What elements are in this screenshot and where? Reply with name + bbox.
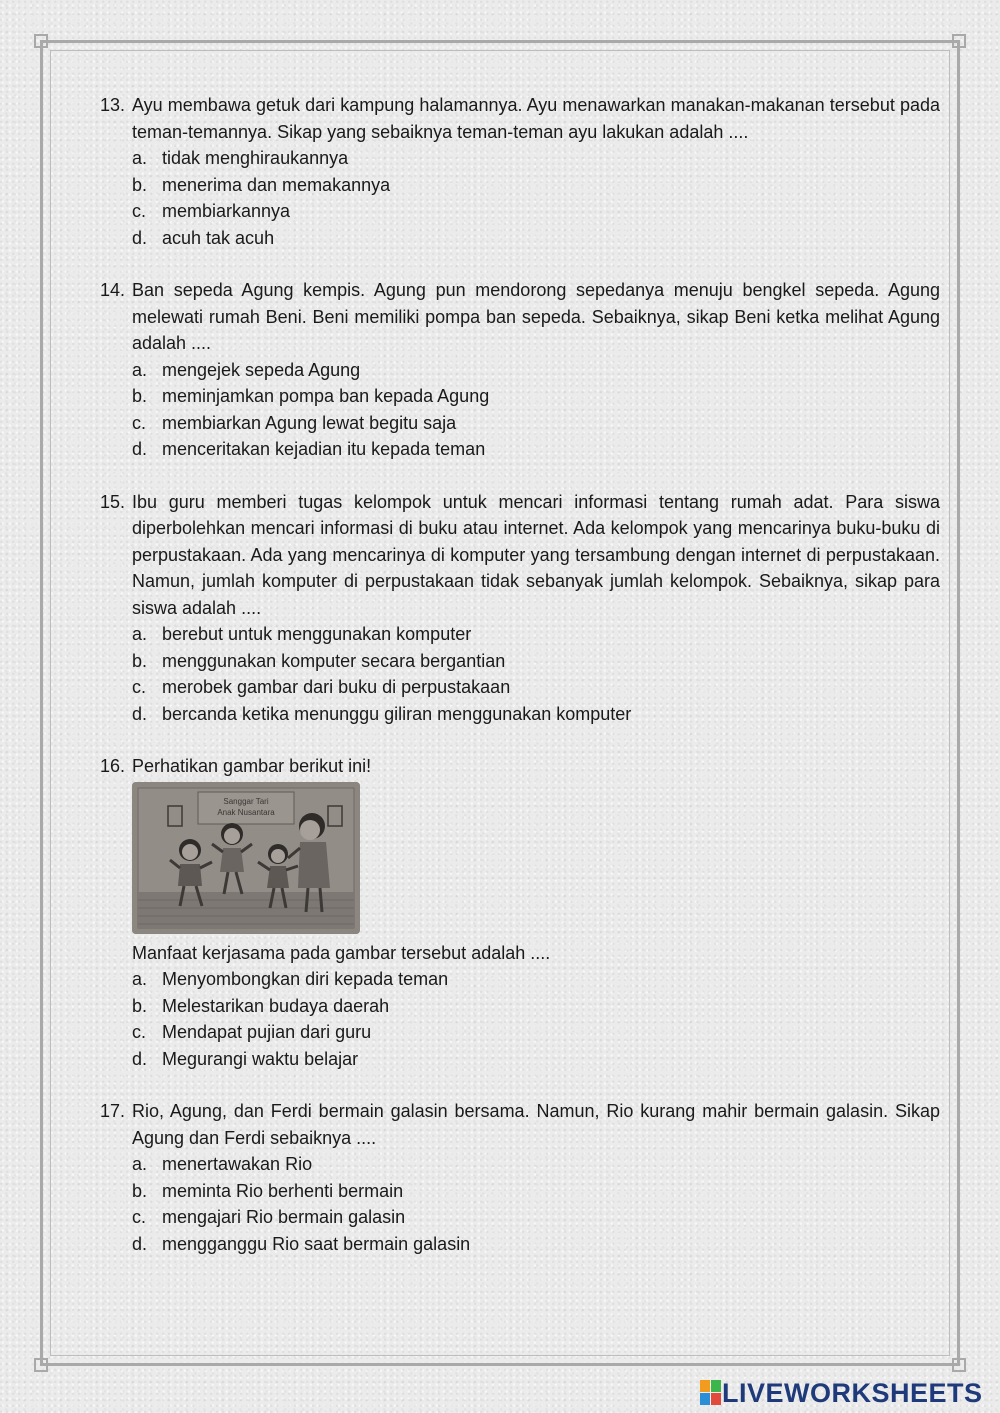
question-text-after-image: Manfaat kerjasama pada gambar tersebut adalah .... <box>132 942 551 963</box>
option-d[interactable] <box>132 1231 940 1258</box>
option-text: membiarkan Agung lewat begitu saja <box>162 412 457 433</box>
svg-text:Sanggar Tari: Sanggar Tari <box>223 796 269 806</box>
option-b[interactable] <box>132 172 940 199</box>
dance-class-illustration <box>132 782 360 934</box>
option-a[interactable] <box>132 357 940 384</box>
option-text: menerima dan memakannya <box>162 174 391 195</box>
option-letter: c. <box>132 201 147 221</box>
option-b[interactable] <box>132 1178 940 1205</box>
option-letter: c. <box>132 1022 147 1042</box>
option-text: tidak menghiraukannya <box>162 148 349 168</box>
option-c[interactable] <box>132 674 940 701</box>
option-text: Menyombongkan diri kepada teman <box>162 969 449 989</box>
question-number: 15. <box>100 491 126 512</box>
options-list <box>132 966 940 1072</box>
question-16 <box>100 753 940 1072</box>
option-text: menceritakan kejadian itu kepada teman <box>162 439 486 459</box>
option-letter: a. <box>132 148 148 168</box>
liveworksheets-logo-icon <box>700 1380 722 1406</box>
option-b[interactable] <box>132 648 940 675</box>
option-b[interactable] <box>132 383 940 410</box>
worksheet-content <box>100 92 940 1283</box>
option-letter: c. <box>132 677 147 697</box>
option-d[interactable] <box>132 1046 940 1073</box>
option-text: bercanda ketika menunggu giliran menggunakan komputer <box>162 703 632 724</box>
option-text: mengajari Rio bermain galasin <box>162 1207 406 1227</box>
option-text: berebut untuk menggunakan komputer <box>162 624 472 644</box>
question-number: 14. <box>100 280 126 300</box>
question-text: Perhatikan gambar berikut ini! <box>132 756 372 776</box>
question-text: Ibu guru memberi tugas kelompok untuk mencari informasi tentang rumah adat. Para siswa diperbolehkan mencari informasi di buku atau internet. Ada kelompok yang mencarinya buku-buku di perpustakaan. Ada yang mencarinya di komputer yang tersambung dengan internet di perpustakaan. Namun, jumlah komputer di perpustakaan tidak sebanyak jumlah kelompok. Sebaiknya, sikap para siswa adalah .... <box>132 491 940 618</box>
option-d[interactable] <box>132 436 940 463</box>
option-letter: c. <box>132 412 147 433</box>
question-number: 16. <box>100 756 126 776</box>
option-c[interactable] <box>132 410 940 437</box>
option-text: Mendapat pujian dari guru <box>162 1022 372 1042</box>
svg-text:Anak Nusantara: Anak Nusantara <box>217 807 275 817</box>
corner-ornament <box>34 1358 48 1372</box>
dance-illustration-svg <box>132 782 360 934</box>
option-text: mengejek sepeda Agung <box>162 359 361 380</box>
options-list <box>132 1151 940 1257</box>
option-c[interactable] <box>132 1204 940 1231</box>
option-text: Melestarikan budaya daerah <box>162 995 390 1016</box>
option-letter: d. <box>132 1048 148 1069</box>
option-a[interactable] <box>132 1151 940 1178</box>
corner-ornament <box>952 34 966 48</box>
liveworksheets-logo[interactable] <box>700 1378 983 1408</box>
option-a[interactable] <box>132 145 940 172</box>
question-17 <box>100 1098 940 1257</box>
question-14 <box>100 277 940 463</box>
question-15 <box>100 489 940 728</box>
options-list <box>132 145 940 251</box>
options-list <box>132 621 940 727</box>
question-text: Ayu membawa getuk dari kampung halamannya. Ayu menawarkan manakan-makanan tersebut pada teman-temannya. Sikap yang sebaiknya teman-teman ayu lakukan adalah .... <box>132 95 940 142</box>
option-b[interactable] <box>132 993 940 1020</box>
option-text: acuh tak acuh <box>162 227 275 248</box>
option-d[interactable] <box>132 701 940 728</box>
brand-name: LIVEWORKSHEETS <box>722 1377 983 1408</box>
question-number: 13. <box>100 95 126 115</box>
option-letter: b. <box>132 1180 148 1201</box>
option-c[interactable] <box>132 198 940 225</box>
option-letter: d. <box>132 703 148 724</box>
option-text: membiarkannya <box>162 201 291 221</box>
option-text: menertawakan Rio <box>162 1154 313 1174</box>
option-letter: b. <box>132 995 148 1016</box>
option-text: mengganggu Rio saat bermain galasin <box>162 1233 471 1254</box>
option-a[interactable] <box>132 966 940 993</box>
option-letter: a. <box>132 359 148 380</box>
question-number: 17. <box>100 1101 126 1121</box>
option-text: meminta Rio berhenti bermain <box>162 1180 404 1201</box>
option-letter: c. <box>132 1207 147 1227</box>
question-text: Ban sepeda Agung kempis. Agung pun mendorong sepedanya menuju bengkel sepeda. Agung melewati rumah Beni. Beni memiliki pompa ban sepeda. Sebaiknya, sikap Beni ketka melihat Agung adalah .... <box>132 280 940 353</box>
option-letter: d. <box>132 1233 148 1254</box>
option-c[interactable] <box>132 1019 940 1046</box>
question-13 <box>100 92 940 251</box>
option-letter: d. <box>132 439 148 459</box>
option-letter: b. <box>132 174 148 195</box>
option-letter: a. <box>132 969 148 989</box>
option-text: menggunakan komputer secara bergantian <box>162 650 506 671</box>
corner-ornament <box>952 1358 966 1372</box>
option-text: meminjamkan pompa ban kepada Agung <box>162 386 490 406</box>
option-a[interactable] <box>132 621 940 648</box>
corner-ornament <box>34 34 48 48</box>
option-letter: a. <box>132 624 148 644</box>
option-text: merobek gambar dari buku di perpustakaan <box>162 677 511 697</box>
option-letter: b. <box>132 386 148 406</box>
options-list <box>132 357 940 463</box>
question-text: Rio, Agung, dan Ferdi bermain galasin bersama. Namun, Rio kurang mahir bermain galasin. Sikap Agung dan Ferdi sebaiknya .... <box>132 1101 940 1148</box>
option-letter: d. <box>132 227 148 248</box>
option-text: Megurangi waktu belajar <box>162 1048 359 1069</box>
option-letter: a. <box>132 1154 148 1174</box>
option-letter: b. <box>132 650 148 671</box>
option-d[interactable] <box>132 225 940 252</box>
